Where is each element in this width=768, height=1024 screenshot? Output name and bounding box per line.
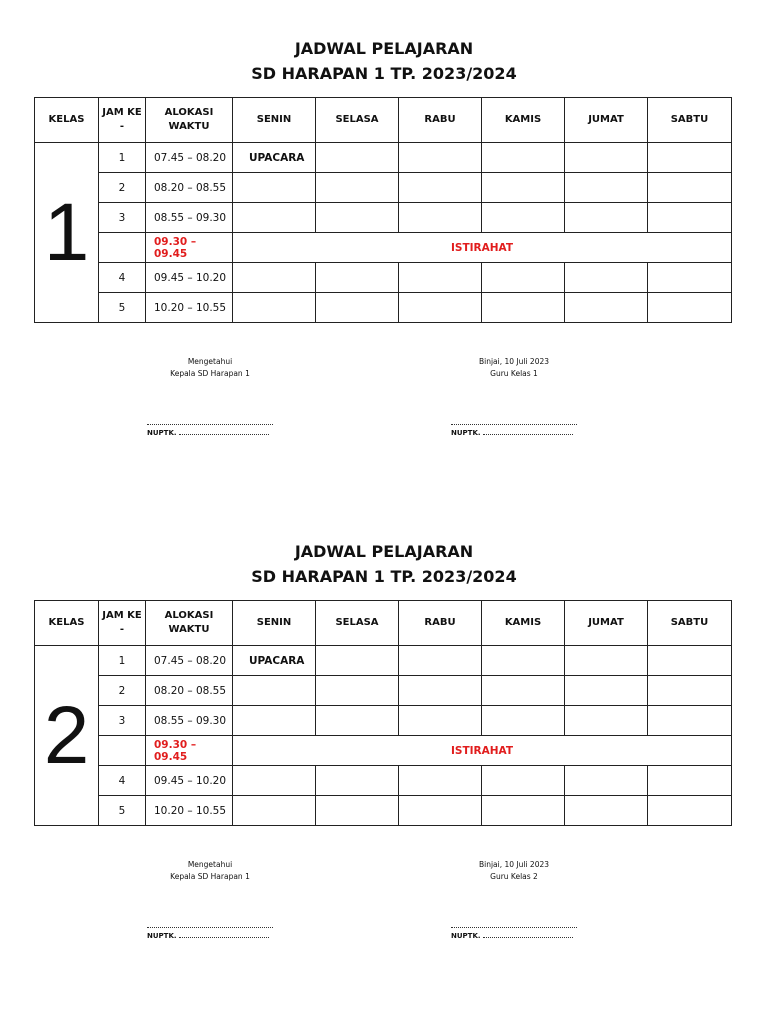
sabtu-cell <box>648 796 732 826</box>
sabtu-cell <box>648 143 732 173</box>
left-sig-line2: Kepala SD Harapan 1 <box>170 369 250 378</box>
rabu-cell <box>399 646 482 676</box>
table-row <box>35 293 732 323</box>
title-line-1: JADWAL PELAJARAN <box>294 542 474 561</box>
senin-cell <box>233 796 316 826</box>
rabu-cell <box>399 203 482 233</box>
nuptk-label: NUPTK. <box>147 429 177 437</box>
nuptk-dots <box>179 428 269 435</box>
kamis-cell <box>482 173 565 203</box>
schedule-table <box>34 600 732 826</box>
header-row <box>35 601 732 646</box>
left-signature <box>140 859 280 883</box>
selasa-cell <box>316 293 399 323</box>
table-row <box>35 143 732 173</box>
header-row <box>35 98 732 143</box>
sabtu-cell <box>648 173 732 203</box>
rabu-cell <box>399 796 482 826</box>
jam-cell: 1 <box>99 646 146 676</box>
table-row <box>35 173 732 203</box>
jumat-cell <box>565 203 648 233</box>
table-row <box>35 766 732 796</box>
jumat-cell <box>565 263 648 293</box>
jam-cell: 4 <box>99 263 146 293</box>
waktu-cell: 08.55 – 09.30 <box>146 203 233 233</box>
right-sig-line2: Guru Kelas 1 <box>490 369 538 378</box>
schedule-title <box>0 36 768 86</box>
nuptk-label: NUPTK. <box>451 429 481 437</box>
header-senin: SENIN <box>233 601 316 646</box>
break-row <box>35 233 732 263</box>
rabu-cell <box>399 706 482 736</box>
header-kelas: KELAS <box>35 98 99 143</box>
nuptk-dots <box>483 931 573 938</box>
sabtu-cell <box>648 676 732 706</box>
selasa-cell <box>316 203 399 233</box>
senin-cell <box>233 293 316 323</box>
senin-cell <box>233 203 316 233</box>
jumat-cell <box>565 293 648 323</box>
header-kamis: KAMIS <box>482 601 565 646</box>
kamis-cell <box>482 766 565 796</box>
header-selasa: SELASA <box>316 98 399 143</box>
kamis-cell <box>482 796 565 826</box>
right-sig-line2: Guru Kelas 2 <box>490 872 538 881</box>
selasa-cell <box>316 143 399 173</box>
jam-cell <box>99 233 146 263</box>
sabtu-cell <box>648 766 732 796</box>
kamis-cell <box>482 676 565 706</box>
istirahat-label: ISTIRAHAT <box>233 736 732 766</box>
header-alokasi: ALOKASI WAKTU <box>146 601 233 646</box>
table-row <box>35 706 732 736</box>
schedule-title <box>0 539 768 589</box>
jumat-cell <box>565 143 648 173</box>
jam-cell: 5 <box>99 293 146 323</box>
left-signature-line <box>147 921 273 940</box>
left-sig-line2: Kepala SD Harapan 1 <box>170 872 250 881</box>
senin-cell: UPACARA <box>233 143 316 173</box>
nuptk-label: NUPTK. <box>147 932 177 940</box>
senin-cell <box>233 263 316 293</box>
rabu-cell <box>399 263 482 293</box>
senin-cell <box>233 676 316 706</box>
selasa-cell <box>316 676 399 706</box>
rabu-cell <box>399 766 482 796</box>
waktu-cell: 07.45 – 08.20 <box>146 646 233 676</box>
senin-cell <box>233 173 316 203</box>
header-jam: JAM KE - <box>99 98 146 143</box>
right-signature <box>444 859 584 883</box>
kamis-cell <box>482 646 565 676</box>
selasa-cell <box>316 646 399 676</box>
header-kamis: KAMIS <box>482 98 565 143</box>
header-jumat: JUMAT <box>565 98 648 143</box>
title-line-2: SD HARAPAN 1 TP. 2023/2024 <box>251 64 517 83</box>
break-row <box>35 736 732 766</box>
selasa-cell <box>316 173 399 203</box>
kamis-cell <box>482 143 565 173</box>
rabu-cell <box>399 676 482 706</box>
senin-cell: UPACARA <box>233 646 316 676</box>
left-sig-line1: Mengetahui <box>187 357 233 366</box>
right-signature-line <box>451 921 577 940</box>
jam-cell: 3 <box>99 203 146 233</box>
jam-cell <box>99 736 146 766</box>
header-sabtu: SABTU <box>648 98 732 143</box>
waktu-cell: 09.45 – 10.20 <box>146 766 233 796</box>
schedule-table <box>34 97 732 323</box>
right-signature-line <box>451 418 577 437</box>
waktu-cell: 09.30 – 09.45 <box>146 736 233 766</box>
rabu-cell <box>399 173 482 203</box>
header-rabu: RABU <box>399 98 482 143</box>
header-jam: JAM KE - <box>99 601 146 646</box>
signature-dots <box>147 921 273 928</box>
table-row <box>35 646 732 676</box>
table-row <box>35 263 732 293</box>
rabu-cell <box>399 143 482 173</box>
right-sig-line1: Binjai, 10 Juli 2023 <box>478 357 550 366</box>
table-row <box>35 203 732 233</box>
sabtu-cell <box>648 646 732 676</box>
header-jumat: JUMAT <box>565 601 648 646</box>
jumat-cell <box>565 676 648 706</box>
schedule-block-2 <box>0 503 768 1015</box>
senin-cell <box>233 706 316 736</box>
left-sig-line1: Mengetahui <box>187 860 233 869</box>
jam-cell: 2 <box>99 173 146 203</box>
jam-cell: 1 <box>99 143 146 173</box>
left-signature-line <box>147 418 273 437</box>
waktu-cell: 10.20 – 10.55 <box>146 293 233 323</box>
nuptk-dots <box>179 931 269 938</box>
senin-cell <box>233 766 316 796</box>
class-number: 1 <box>35 143 99 323</box>
signature-dots <box>451 921 577 928</box>
signature-dots <box>451 418 577 425</box>
nuptk-label: NUPTK. <box>451 932 481 940</box>
jumat-cell <box>565 766 648 796</box>
waktu-cell: 07.45 – 08.20 <box>146 143 233 173</box>
jumat-cell <box>565 173 648 203</box>
selasa-cell <box>316 766 399 796</box>
waktu-cell: 08.20 – 08.55 <box>146 676 233 706</box>
header-alokasi: ALOKASI WAKTU <box>146 98 233 143</box>
header-rabu: RABU <box>399 601 482 646</box>
selasa-cell <box>316 796 399 826</box>
waktu-cell: 08.20 – 08.55 <box>146 173 233 203</box>
sabtu-cell <box>648 263 732 293</box>
title-line-2: SD HARAPAN 1 TP. 2023/2024 <box>251 567 517 586</box>
jam-cell: 3 <box>99 706 146 736</box>
waktu-cell: 09.30 – 09.45 <box>146 233 233 263</box>
sabtu-cell <box>648 293 732 323</box>
waktu-cell: 10.20 – 10.55 <box>146 796 233 826</box>
jumat-cell <box>565 796 648 826</box>
table-row <box>35 676 732 706</box>
header-senin: SENIN <box>233 98 316 143</box>
waktu-cell: 09.45 – 10.20 <box>146 263 233 293</box>
kamis-cell <box>482 203 565 233</box>
header-selasa: SELASA <box>316 601 399 646</box>
right-signature <box>444 356 584 380</box>
waktu-cell: 08.55 – 09.30 <box>146 706 233 736</box>
istirahat-label: ISTIRAHAT <box>233 233 732 263</box>
kamis-cell <box>482 263 565 293</box>
jumat-cell <box>565 646 648 676</box>
selasa-cell <box>316 706 399 736</box>
kamis-cell <box>482 293 565 323</box>
sabtu-cell <box>648 706 732 736</box>
header-sabtu: SABTU <box>648 601 732 646</box>
sabtu-cell <box>648 203 732 233</box>
signature-dots <box>147 418 273 425</box>
jumat-cell <box>565 706 648 736</box>
nuptk-dots <box>483 428 573 435</box>
class-number: 2 <box>35 646 99 826</box>
right-sig-line1: Binjai, 10 Juli 2023 <box>478 860 550 869</box>
jam-cell: 5 <box>99 796 146 826</box>
title-line-1: JADWAL PELAJARAN <box>294 39 474 58</box>
table-row <box>35 796 732 826</box>
selasa-cell <box>316 263 399 293</box>
header-kelas: KELAS <box>35 601 99 646</box>
jam-cell: 2 <box>99 676 146 706</box>
left-signature <box>140 356 280 380</box>
jam-cell: 4 <box>99 766 146 796</box>
kamis-cell <box>482 706 565 736</box>
rabu-cell <box>399 293 482 323</box>
